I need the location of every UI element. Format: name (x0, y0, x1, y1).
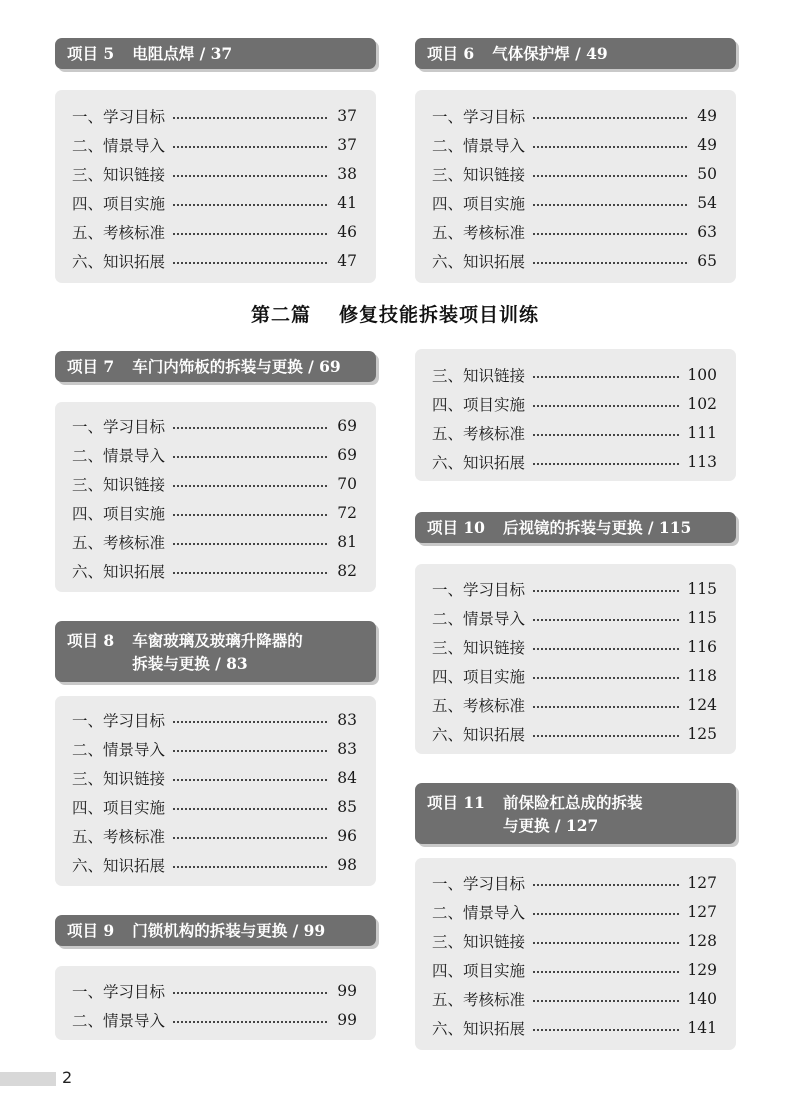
entry-label: 六、知识拓展 (432, 453, 526, 472)
dot-leader (533, 619, 679, 621)
project-10-header[interactable] (415, 512, 736, 543)
project-9-contents-part-2 (415, 349, 736, 481)
toc-entry[interactable] (72, 246, 357, 275)
entry-page: 72 (337, 503, 357, 522)
entry-page: 98 (337, 855, 357, 874)
toc-entry[interactable] (72, 101, 357, 130)
project-10-contents (415, 564, 736, 754)
toc-entry[interactable] (72, 821, 357, 850)
entry-label: 六、知识拓展 (72, 856, 166, 875)
entry-page: 111 (687, 423, 717, 442)
toc-entry[interactable] (432, 603, 717, 632)
toc-entry[interactable] (72, 217, 357, 246)
project-title-line-2: 拆装与更换 / 83 (132, 653, 248, 673)
toc-entry[interactable] (432, 574, 717, 603)
dot-leader (173, 514, 327, 516)
entry-label: 五、考核标准 (432, 990, 526, 1009)
project-number: 项目 8 (67, 630, 115, 650)
entry-label: 四、项目实施 (432, 667, 526, 686)
toc-entry[interactable] (432, 984, 717, 1013)
project-number: 项目 6 (427, 44, 475, 63)
entry-label: 四、项目实施 (72, 798, 166, 817)
toc-entry[interactable] (432, 360, 717, 389)
project-title: 气体保护焊 / 49 (492, 44, 608, 63)
project-7-contents (55, 402, 376, 592)
toc-entry[interactable] (72, 763, 357, 792)
entry-label: 一、学习目标 (72, 982, 166, 1001)
entry-page: 127 (687, 873, 717, 892)
toc-entry[interactable] (432, 719, 717, 748)
toc-entry[interactable] (432, 955, 717, 984)
entry-page: 81 (337, 532, 357, 551)
entry-page: 127 (687, 902, 717, 921)
toc-entry[interactable] (432, 661, 717, 690)
entry-page: 140 (687, 989, 717, 1008)
toc-entry[interactable] (432, 101, 717, 130)
entry-label: 五、考核标准 (432, 424, 526, 443)
dot-leader (173, 456, 327, 458)
toc-entry[interactable] (432, 130, 717, 159)
entry-label: 六、知识拓展 (72, 252, 166, 271)
entry-label: 六、知识拓展 (432, 725, 526, 744)
entry-page: 70 (337, 474, 357, 493)
page-number: 2 (62, 1068, 73, 1087)
entry-page: 69 (337, 416, 357, 435)
entry-page: 49 (697, 135, 717, 154)
dot-leader (533, 262, 687, 264)
dot-leader (173, 779, 327, 781)
entry-label: 二、情景导入 (72, 740, 166, 759)
entry-page: 41 (337, 193, 357, 212)
dot-leader (173, 808, 327, 810)
entry-page: 141 (687, 1018, 717, 1037)
dot-leader (173, 485, 327, 487)
entry-page: 128 (687, 931, 717, 950)
project-title: 车门内饰板的拆装与更换 / 69 (132, 357, 341, 376)
toc-entry[interactable] (432, 690, 717, 719)
dot-leader (533, 434, 679, 436)
part-title: 修复技能拆装项目训练 (339, 304, 540, 326)
toc-entry[interactable] (72, 498, 357, 527)
toc-entry[interactable] (72, 130, 357, 159)
dot-leader (173, 233, 327, 235)
entry-label: 二、情景导入 (432, 136, 526, 155)
toc-entry[interactable] (72, 705, 357, 734)
dot-leader (173, 837, 327, 839)
entry-label: 二、情景导入 (432, 903, 526, 922)
entry-page: 100 (687, 365, 717, 384)
dot-leader (533, 884, 679, 886)
project-number: 项目 11 (427, 792, 485, 812)
dot-leader (173, 992, 327, 994)
part-label: 第二篇 (250, 304, 311, 326)
toc-entry[interactable] (432, 159, 717, 188)
dot-leader (173, 262, 327, 264)
dot-leader (533, 204, 687, 206)
dot-leader (533, 117, 687, 119)
entry-label: 六、知识拓展 (432, 252, 526, 271)
entry-page: 116 (687, 637, 717, 656)
entry-page: 102 (687, 394, 717, 413)
entry-page: 37 (337, 106, 357, 125)
project-11-contents (415, 858, 736, 1050)
entry-label: 四、项目实施 (72, 504, 166, 523)
dot-leader (173, 750, 327, 752)
toc-entry[interactable] (432, 897, 717, 926)
toc-entry[interactable] (72, 792, 357, 821)
toc-entry[interactable] (432, 188, 717, 217)
toc-entry[interactable] (432, 447, 717, 476)
project-9-header[interactable] (55, 915, 376, 946)
entry-page: 85 (337, 797, 357, 816)
entry-page: 115 (687, 579, 717, 598)
dot-leader (533, 706, 679, 708)
toc-entry[interactable] (72, 850, 357, 879)
project-8-contents (55, 696, 376, 886)
project-title-line-1: 车窗玻璃及玻璃升降器的 (132, 630, 303, 650)
entry-label: 一、学习目标 (72, 711, 166, 730)
entry-label: 五、考核标准 (72, 223, 166, 242)
entry-label: 一、学习目标 (72, 107, 166, 126)
dot-leader (173, 572, 327, 574)
entry-page: 49 (697, 106, 717, 125)
dot-leader (533, 463, 679, 465)
entry-page: 124 (687, 695, 717, 714)
entry-label: 三、知识链接 (432, 366, 526, 385)
entry-label: 四、项目实施 (72, 194, 166, 213)
entry-label: 二、情景导入 (72, 446, 166, 465)
entry-label: 三、知识链接 (432, 932, 526, 951)
toc-entry[interactable] (432, 246, 717, 275)
entry-label: 四、项目实施 (432, 194, 526, 213)
dot-leader (533, 735, 679, 737)
entry-label: 一、学习目标 (432, 874, 526, 893)
project-number: 项目 7 (67, 357, 115, 376)
toc-entry[interactable] (72, 527, 357, 556)
toc-entry[interactable] (72, 411, 357, 440)
dot-leader (173, 204, 327, 206)
entry-label: 六、知识拓展 (72, 562, 166, 581)
toc-entry[interactable] (432, 868, 717, 897)
dot-leader (173, 117, 327, 119)
toc-entry[interactable] (432, 389, 717, 418)
toc-entry[interactable] (72, 1005, 357, 1034)
toc-entry[interactable] (72, 556, 357, 585)
entry-page: 37 (337, 135, 357, 154)
toc-entry[interactable] (432, 926, 717, 955)
dot-leader (533, 405, 679, 407)
entry-page: 96 (337, 826, 357, 845)
entry-label: 二、情景导入 (432, 609, 526, 628)
entry-label: 五、考核标准 (72, 827, 166, 846)
project-6-contents (415, 90, 736, 283)
project-number: 项目 5 (67, 44, 115, 63)
entry-label: 三、知识链接 (72, 769, 166, 788)
entry-label: 二、情景导入 (72, 136, 166, 155)
entry-label: 四、项目实施 (432, 395, 526, 414)
entry-page: 115 (687, 608, 717, 627)
dot-leader (173, 427, 327, 429)
dot-leader (533, 971, 679, 973)
project-9-contents-part-1 (55, 966, 376, 1040)
project-8-header[interactable] (55, 621, 376, 682)
entry-label: 四、项目实施 (432, 961, 526, 980)
entry-page: 99 (337, 981, 357, 1000)
toc-entry[interactable] (432, 632, 717, 661)
entry-label: 一、学习目标 (72, 417, 166, 436)
toc-entry[interactable] (72, 159, 357, 188)
project-5-contents (55, 90, 376, 283)
entry-label: 三、知识链接 (72, 475, 166, 494)
dot-leader (533, 942, 679, 944)
project-number: 项目 10 (427, 518, 485, 537)
entry-label: 一、学习目标 (432, 107, 526, 126)
entry-page: 83 (337, 739, 357, 758)
dot-leader (533, 146, 687, 148)
project-number: 项目 9 (67, 921, 115, 940)
dot-leader (533, 1000, 679, 1002)
dot-leader (533, 376, 679, 378)
toc-entry[interactable] (432, 1013, 717, 1042)
toc-entry[interactable] (72, 976, 357, 1005)
project-title-line-1: 前保险杠总成的拆装 (502, 792, 643, 812)
entry-label: 三、知识链接 (432, 165, 526, 184)
entry-label: 五、考核标准 (432, 696, 526, 715)
dot-leader (173, 175, 327, 177)
project-5-header[interactable] (55, 38, 376, 69)
project-title: 后视镜的拆装与更换 / 115 (502, 518, 692, 537)
dot-leader (173, 1021, 327, 1023)
entry-label: 一、学习目标 (432, 580, 526, 599)
project-7-header[interactable] (55, 351, 376, 382)
entry-page: 63 (697, 222, 717, 241)
entry-page: 83 (337, 710, 357, 729)
entry-page: 99 (337, 1010, 357, 1029)
entry-page: 113 (687, 452, 717, 471)
dot-leader (173, 543, 327, 545)
part-heading (0, 300, 790, 327)
project-title: 门锁机构的拆装与更换 / 99 (132, 921, 326, 940)
toc-entry[interactable] (72, 188, 357, 217)
toc-entry[interactable] (72, 469, 357, 498)
entry-label: 三、知识链接 (72, 165, 166, 184)
project-11-header[interactable] (415, 783, 736, 844)
entry-page: 129 (687, 960, 717, 979)
dot-leader (533, 648, 679, 650)
entry-page: 118 (687, 666, 717, 685)
entry-page: 84 (337, 768, 357, 787)
entry-page: 54 (697, 193, 717, 212)
entry-page: 125 (687, 724, 717, 743)
entry-page: 82 (337, 561, 357, 580)
dot-leader (533, 1029, 679, 1031)
dot-leader (173, 721, 327, 723)
dot-leader (533, 913, 679, 915)
entry-label: 五、考核标准 (432, 223, 526, 242)
entry-page: 47 (337, 251, 357, 270)
entry-label: 五、考核标准 (72, 533, 166, 552)
dot-leader (533, 175, 687, 177)
toc-entry[interactable] (72, 440, 357, 469)
project-title-line-2: 与更换 / 127 (502, 815, 599, 835)
project-6-header[interactable] (415, 38, 736, 69)
toc-entry[interactable] (72, 734, 357, 763)
footer-bar (0, 1072, 56, 1086)
toc-entry[interactable] (432, 217, 717, 246)
entry-page: 46 (337, 222, 357, 241)
entry-page: 69 (337, 445, 357, 464)
entry-page: 38 (337, 164, 357, 183)
entry-label: 二、情景导入 (72, 1011, 166, 1030)
project-title: 电阻点焊 / 37 (132, 44, 233, 63)
entry-page: 50 (697, 164, 717, 183)
dot-leader (173, 146, 327, 148)
entry-label: 三、知识链接 (432, 638, 526, 657)
dot-leader (173, 866, 327, 868)
entry-label: 六、知识拓展 (432, 1019, 526, 1038)
dot-leader (533, 677, 679, 679)
dot-leader (533, 590, 679, 592)
dot-leader (533, 233, 687, 235)
toc-entry[interactable] (432, 418, 717, 447)
entry-page: 65 (697, 251, 717, 270)
